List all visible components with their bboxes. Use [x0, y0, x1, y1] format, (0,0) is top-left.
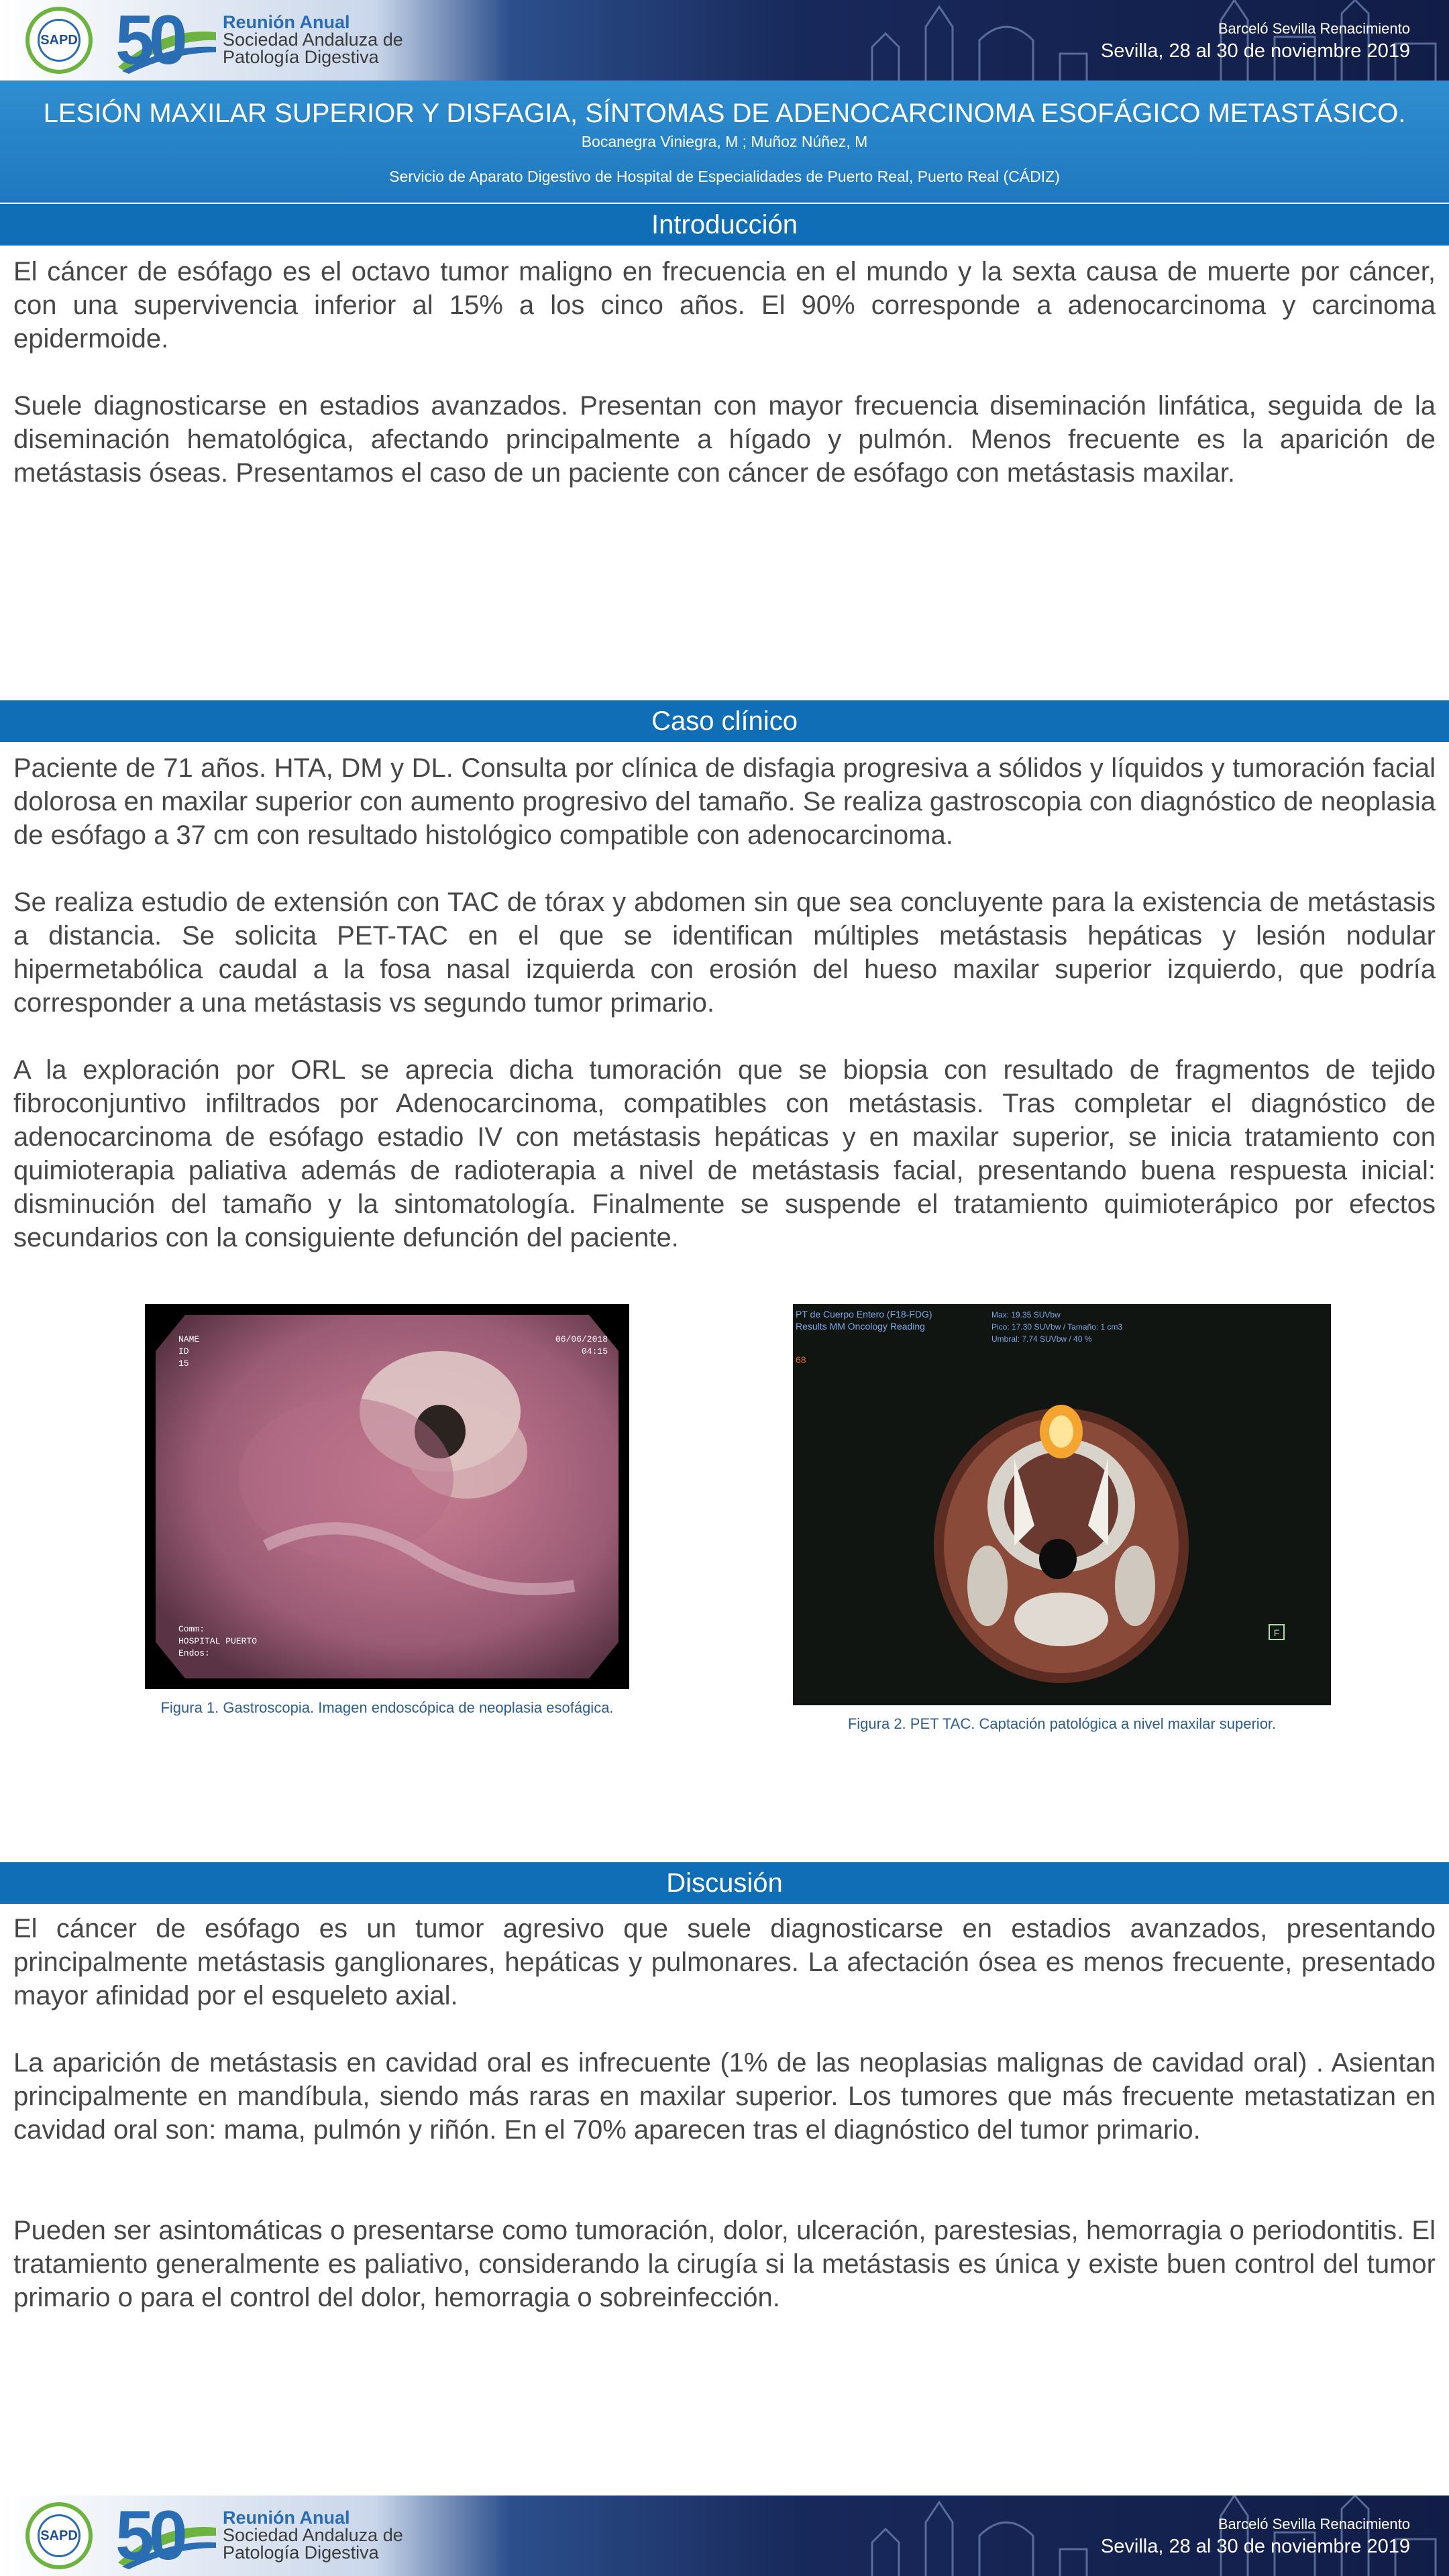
event-line-1: Reunión Anual [223, 12, 350, 32]
figure-2-pet-ct-image [793, 1304, 1331, 1705]
event-venue [1101, 2514, 1410, 2559]
event-name [223, 2509, 403, 2561]
endo-overlay-bottom-1: Comm: [178, 1624, 205, 1634]
event-dates: Sevilla, 28 al 30 de noviembre 2019 [1100, 2536, 1410, 2557]
venue-name: Barceló Sevilla Renacimiento [1218, 20, 1410, 37]
pet-overlay-mid-2: Pico: 17.30 SUVbw / Tamaño: 1 cm3 [991, 1322, 1123, 1332]
figure-2-caption: Figura 2. PET TAC. Captación patológica a nivel maxilar superior. [847, 1715, 1277, 1732]
endo-overlay-line-3: 15 [178, 1358, 189, 1368]
pet-overlay-left-2: Results MM Oncology Reading [796, 1321, 925, 1332]
event-line-3: Patología Digestiva [223, 47, 379, 67]
intro-paragraph-1: El cáncer de esófago es el octavo tumor maligno en frecuencia en el mundo y la sexta causa de muerte por cáncer, con una supervivencia inferior al 15% a los cinco años. El 90% corresponde a adenocarcinoma y carcinoma epidermoide. [13, 257, 1436, 354]
venue-name: Barceló Sevilla Renacimiento [1218, 2516, 1410, 2532]
section-heading-case: Caso clínico [0, 700, 1449, 742]
event-dates: Sevilla, 28 al 30 de noviembre 2019 [1100, 40, 1410, 62]
poster-title: LESIÓN MAXILAR SUPERIOR Y DISFAGIA, SÍNTOMAS DE ADENOCARCINOMA ESOFÁGICO METASTÁSICO. [43, 99, 1406, 128]
sapd-logo-text: SAPD [38, 19, 80, 62]
event-name [223, 13, 403, 66]
pet-ct-scan-icon [793, 1304, 1331, 1705]
event-venue [1101, 19, 1410, 63]
discussion-paragraph-3: Pueden ser asintomáticas o presentarse como tumoración, dolor, ulceración, parestesias, hemorragia o periodontitis. El tratamiento generalmente es paliativo, considerando la cirugía si la metástasis es única y existe buen control del tumor primario o para el control del dolor, hemorragia o sobreinfección. [13, 2216, 1436, 2312]
title-block [0, 80, 1449, 203]
endo-overlay-time: 04:15 [581, 1346, 608, 1356]
pet-overlay-corner: F [1273, 1627, 1280, 1638]
intro-paragraph-2: Suele diagnosticarse en estadios avanzados. Presentan con mayor frecuencia diseminación linfática, seguida de la diseminación hematológica, afectando principalmente a hígado y pulmón. Menos frecuente es la aparición de metástasis óseas. Presentamos el caso de un paciente con cáncer de esófago con metástasis maxilar. [13, 391, 1436, 488]
event-line-3: Patología Digestiva [223, 2542, 379, 2563]
fifty-anniversary-logo: 50 [115, 2497, 182, 2575]
endo-overlay-line-2: ID [178, 1346, 189, 1356]
poster-authors: Bocanegra Viniegra, M ; Muñoz Núñez, M [581, 133, 868, 150]
discussion-paragraph-1: El cáncer de esófago es un tumor agresivo que suele diagnosticarse en estadios avanzados, presentando principalmente metástasis ganglionares, hepáticas y pulmonares. La afectación ósea es menos frecuente, presentado mayor afinidad por el esqueleto axial. [13, 1914, 1436, 2010]
pet-overlay-mid-1: Max: 19.35 SUVbw [991, 1310, 1061, 1320]
sapd-logo [25, 2502, 93, 2569]
pet-overlay-left-3: 68 [796, 1354, 806, 1365]
pet-overlay-mid-3: Umbral: 7.74 SUVbw / 40 % [991, 1334, 1092, 1344]
section-heading-intro: Introducción [0, 204, 1449, 246]
poster-affiliation: Servicio de Aparato Digestivo de Hospital de Especialidades de Puerto Real, Puerto Real (CÁDIZ) [389, 168, 1060, 185]
event-line-2: Sociedad Andaluza de [223, 30, 403, 50]
case-paragraph-1: Paciente de 71 años. HTA, DM y DL. Consulta por clínica de disfagia progresiva a sólidos y líquidos y tumoración facial dolorosa en maxilar superior con aumento progresivo del tamaño. Se realiza gastroscopia con diagnóstico de neoplasia de esófago a 37 cm con resultado histológico compatible con adenocarcinoma. [13, 753, 1436, 850]
endoscopy-photo-icon [145, 1304, 629, 1689]
section-heading-discussion: Discusión [0, 1862, 1449, 1904]
event-line-1: Reunión Anual [223, 2508, 350, 2528]
endo-overlay-bottom-3: Endos: [178, 1648, 210, 1658]
endo-overlay-line-1: NAME [178, 1334, 200, 1344]
header-banner [0, 0, 1449, 80]
sapd-logo [25, 7, 93, 74]
discussion-paragraph-2: La aparición de metástasis en cavidad oral es infrecuente (1% de las neoplasias malignas de cavidad oral) . Asientan principalmente en mandíbula, siendo más raras en maxilar superior. Los tumores que más frecuente metastatizan en cavidad oral son: mama, pulmón y riñón. En el 70% aparecen tras el diagnóstico del tumor primario. [13, 2048, 1436, 2145]
fifty-anniversary-logo: 50 [115, 1, 182, 79]
footer-banner [0, 2496, 1449, 2576]
endo-overlay-date: 06/06/2018 [555, 1334, 608, 1344]
sapd-logo-text: SAPD [38, 2514, 80, 2557]
case-paragraph-2: Se realiza estudio de extensión con TAC de tórax y abdomen sin que sea concluyente para la existencia de metástasis a distancia. Se solicita PET-TAC en el que se identifican múltiples metástasis hepáticas y lesión nodular hipermetabólica caudal a la fosa nasal izquierda con erosión del hueso maxilar superior izquierdo, que podría corresponder a una metástasis vs segundo tumor primario. [13, 888, 1436, 1018]
endo-overlay-bottom-2: HOSPITAL PUERTO [178, 1636, 258, 1646]
event-line-2: Sociedad Andaluza de [223, 2525, 403, 2545]
figure-1-caption: Figura 1. Gastroscopia. Imagen endoscópica de neoplasia esofágica. [160, 1699, 614, 1716]
case-paragraph-3: A la exploración por ORL se aprecia dicha tumoración que se biopsia con resultado de fragmentos de tejido fibroconjuntivo infiltrados por Adenocarcinoma, compatibles con metástasis. Tras completar el diagnóstico de adenocarcinoma de esófago estadio IV con metástasis hepáticas y en maxilar superior, se inicia tratamiento con quimioterapia paliativa además de radioterapia a nivel de metástasis facial, presentando buena respuesta inicial: disminución del tamaño y la sintomatología. Finalmente se suspende el tratamiento quimioterápico por efectos secundarios con la consiguiente defunción del paciente. [13, 1055, 1436, 1252]
figure-1-endoscopy-image [145, 1304, 629, 1689]
pet-overlay-left-1: PT de Cuerpo Entero (F18-FDG) [796, 1309, 932, 1320]
